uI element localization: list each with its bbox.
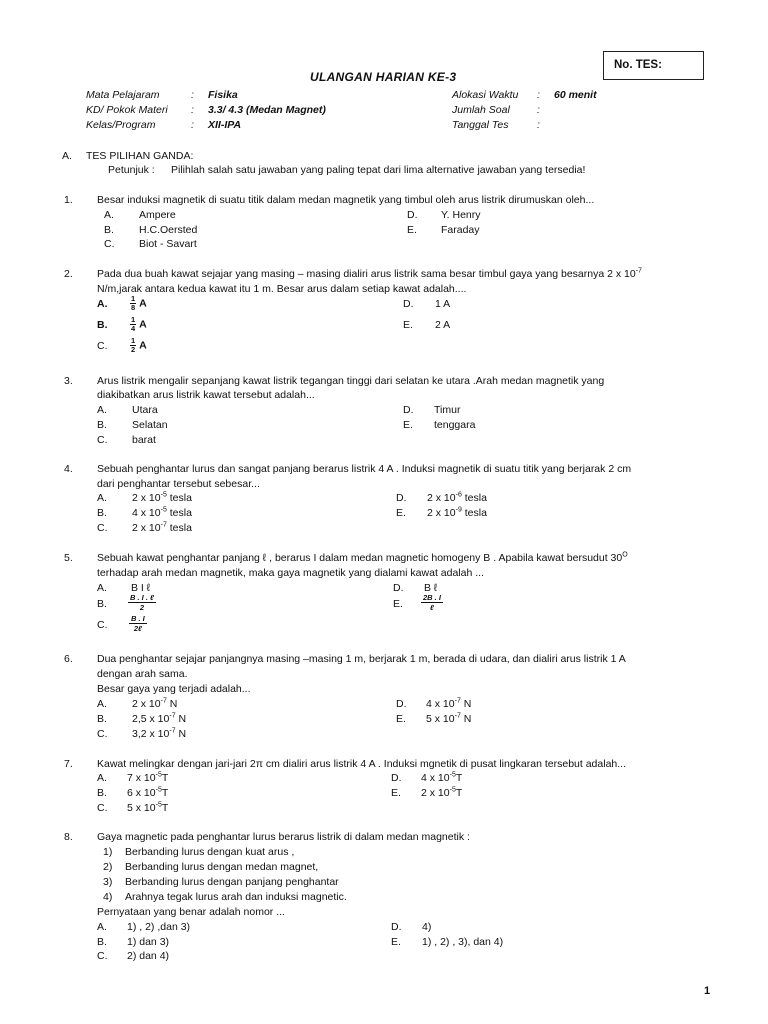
option-letter: A. — [97, 404, 107, 416]
option-text: 5 x $10^{-7}$ N — [426, 712, 472, 725]
question-text: Gaya magnetic pada penghantar lurus berarus listrik di dalam medan magnetik : — [97, 831, 470, 843]
option-fraction: $\frac{1}{2}$ A — [131, 336, 147, 354]
option-text: 2 x $10^{-5}$ tesla — [132, 491, 192, 504]
option-text: H.C.Oersted — [139, 224, 198, 236]
option-letter: D. — [391, 921, 402, 933]
info-value: 3.3/ 4.3 (Medan Magnet) — [208, 104, 326, 116]
option-letter: B. — [97, 787, 107, 799]
option-text: 1) , 2) , 3), dan 4) — [422, 936, 504, 948]
page-title: ULANGAN HARIAN KE-3 — [310, 70, 457, 84]
instruction-label: Petunjuk : — [108, 164, 155, 176]
option-text: 4 x $10^{-7}$ N — [426, 697, 472, 710]
question-text: Kawat melingkar dengan jari-jari 2π cm dialiri arus listrik 4 A . Induksi mgnetik di pusat lingkaran tersebut adalah... — [97, 758, 626, 770]
question-number: 4. — [64, 463, 73, 475]
option-letter: C. — [97, 802, 108, 814]
question-number: 6. — [64, 653, 73, 665]
question-text: Sebuah kawat penghantar panjang ℓ , berarus I dalam medan magnetic homogeny B . Apabila kawat bersudut $30^O$ — [97, 551, 628, 564]
info-label: Alokasi Waktu — [452, 89, 519, 101]
option-text: tenggara — [434, 419, 476, 431]
option-letter: B. — [97, 419, 107, 431]
question-text: Besar induksi magnetik di suatu titik dalam medan magnetik yang timbul oleh arus listrik dirumuskan oleh... — [97, 194, 595, 206]
option-text: 1) , 2) ,dan 3) — [127, 921, 191, 933]
option-text: 2 A — [435, 319, 451, 331]
option-text: 4 x $10^{-5}T$ — [421, 771, 463, 784]
question-number: 1. — [64, 194, 73, 206]
question-number: 5. — [64, 552, 73, 564]
option-letter: B. — [97, 507, 107, 519]
option-text: 7 x $10^{-5}T$ — [127, 771, 169, 784]
page-number: 1 — [704, 985, 711, 997]
option-letter: B. — [97, 713, 107, 725]
option-text: B ℓ — [424, 582, 438, 594]
option-text: Utara — [132, 404, 158, 416]
option-text: Selatan — [132, 419, 168, 431]
option-letter: D. — [391, 772, 402, 784]
option-letter: A. — [104, 209, 114, 221]
info-colon: : — [537, 104, 540, 116]
statement-text: Berbanding lurus dengan medan magnet, — [125, 861, 319, 873]
option-text: 2) dan 4) — [127, 950, 170, 962]
option-text: 2 x $10^{-7}$ tesla — [132, 521, 192, 534]
option-text: 4 x $10^{-5}$ tesla — [132, 506, 192, 519]
option-letter: C. — [104, 238, 115, 250]
option-letter: E. — [391, 787, 401, 799]
option-letter: C. — [97, 728, 108, 740]
statement-number: 3) — [103, 876, 113, 888]
question-text: N/m,jarak antara kedua kawat itu 1 m. Besar arus dalam setiap kawat adalah.... — [97, 283, 467, 295]
option-text: B I ℓ — [131, 582, 151, 594]
statement-number: 2) — [103, 861, 113, 873]
option-text: 4) — [422, 921, 432, 933]
no-tes-box — [603, 51, 704, 80]
option-letter: B. — [97, 598, 107, 610]
question-text: Dua penghantar sejajar panjangnya masing –masing 1 m, berjarak 1 m, berada di udara, dan dialiri arus listrik 1 A — [97, 653, 626, 665]
option-letter: E. — [391, 936, 401, 948]
option-fraction: B . I . ℓ 2 — [130, 593, 154, 612]
option-letter: D. — [396, 492, 407, 504]
question-text: Sebuah penghantar lurus dan sangat panjang berarus listrik 4 A . Induksi magnetik di suatu titik yang berjarak 2 cm — [97, 463, 632, 475]
option-text: 2 x $10^{-9}$ tesla — [427, 506, 487, 519]
option-fraction: $\frac{1}{8}$ A — [131, 294, 147, 312]
section-title: TES PILIHAN GANDA: — [86, 150, 194, 162]
option-letter: C. — [97, 619, 108, 631]
option-text: 2 x $10^{-5}T$ — [421, 786, 463, 799]
option-letter: A. — [97, 298, 108, 310]
option-text: 1 A — [435, 298, 451, 310]
option-letter: D. — [403, 298, 414, 310]
option-text: Faraday — [441, 224, 480, 236]
info-label: Kelas/Program — [86, 119, 156, 131]
info-colon: : — [537, 89, 540, 101]
option-letter: C. — [97, 950, 108, 962]
question-number: 8. — [64, 831, 73, 843]
option-text: 6 x $10^{-5}T$ — [127, 786, 169, 799]
option-letter: B. — [97, 936, 107, 948]
info-value: 60 menit — [554, 89, 597, 101]
question-number: 3. — [64, 375, 73, 387]
option-fraction: B . I 2ℓ — [131, 614, 145, 633]
question-number: 7. — [64, 758, 73, 770]
info-colon: : — [191, 89, 194, 101]
statement-text: Berbanding lurus dengan kuat arus , — [125, 846, 295, 858]
option-letter: D. — [396, 698, 407, 710]
option-text: 5 x $10^{-5}T$ — [127, 801, 169, 814]
option-text: Y. Henry — [441, 209, 481, 221]
option-letter: E. — [403, 419, 413, 431]
statement-text: Berbanding lurus dengan panjang penghantar — [125, 876, 339, 888]
statement-text: Arahnya tegak lurus arah dan induksi magnetic. — [125, 891, 347, 903]
info-value: XII-IPA — [208, 119, 242, 131]
option-letter: E. — [396, 507, 406, 519]
option-letter: E. — [393, 598, 403, 610]
info-colon: : — [537, 119, 540, 131]
option-letter: D. — [393, 582, 404, 594]
option-fraction: $\frac{1}{4}$ A — [131, 315, 147, 333]
section-letter: A. — [62, 150, 72, 162]
info-label: Tanggal Tes — [452, 119, 509, 131]
option-letter: D. — [403, 404, 414, 416]
info-label: Mata Pelajaram — [86, 89, 160, 101]
option-letter: A. — [97, 698, 107, 710]
no-tes-label: No. TES: — [614, 59, 662, 71]
option-text: 2,5 x $10^{-7}$ N — [132, 712, 187, 725]
info-colon: : — [191, 104, 194, 116]
option-fraction: 2B . I ℓ — [423, 593, 441, 612]
option-letter: D. — [407, 209, 418, 221]
option-text: Biot - Savart — [139, 238, 197, 250]
question-number: 2. — [64, 268, 73, 280]
option-text: 3,2 x $10^{-7}$ N — [132, 727, 187, 740]
question-text: diakibatkan arus listrik kawat tersebut adalah... — [97, 389, 315, 401]
info-colon: : — [191, 119, 194, 131]
question-text: dengan arah sama. — [97, 668, 188, 680]
option-text: 2 x $10^{-7}$ N — [132, 697, 178, 710]
statement-number: 1) — [103, 846, 113, 858]
question-text: Pernyataan yang benar adalah nomor ... — [97, 906, 285, 918]
option-letter: C. — [97, 340, 108, 352]
option-text: Timur — [434, 404, 461, 416]
info-label: Jumlah Soal — [452, 104, 510, 116]
option-text: 1) dan 3) — [127, 936, 170, 948]
statement-number: 4) — [103, 891, 113, 903]
question-text: dari penghantar tersebut sebesar... — [97, 478, 260, 490]
instruction-text: Pilihlah salah satu jawaban yang paling tepat dari lima alternative jawaban yang tersedia! — [171, 164, 586, 176]
question-text: Besar gaya yang terjadi adalah... — [97, 683, 251, 695]
option-letter: B. — [104, 224, 114, 236]
option-letter: E. — [396, 713, 406, 725]
option-letter: A. — [97, 921, 107, 933]
option-letter: C. — [97, 434, 108, 446]
option-letter: C. — [97, 522, 108, 534]
option-text: barat — [132, 434, 156, 446]
option-text: Ampere — [139, 209, 176, 221]
info-value: Fisika — [208, 89, 238, 101]
option-letter: B. — [97, 319, 108, 331]
option-letter: E. — [403, 319, 413, 331]
option-letter: A. — [97, 492, 107, 504]
question-text: Pada dua buah kawat sejajar yang masing – masing dialiri arus listrik sama besar timbul gaya yang besarnya 2 x $10^{-7}$ — [97, 267, 642, 280]
info-label: KD/ Pokok Materi — [86, 104, 168, 116]
option-letter: E. — [407, 224, 417, 236]
question-text: terhadap arah medan magnetik, maka gaya magnetik yang dialami kawat adalah ... — [97, 567, 484, 579]
option-letter: A. — [97, 582, 107, 594]
option-letter: A. — [97, 772, 107, 784]
option-text: 2 x $10^{-6}$ tesla — [427, 491, 487, 504]
question-text: Arus listrik mengalir sepanjang kawat listrik tegangan tinggi dari selatan ke utara .Arah medan magnetik yang — [97, 375, 605, 387]
